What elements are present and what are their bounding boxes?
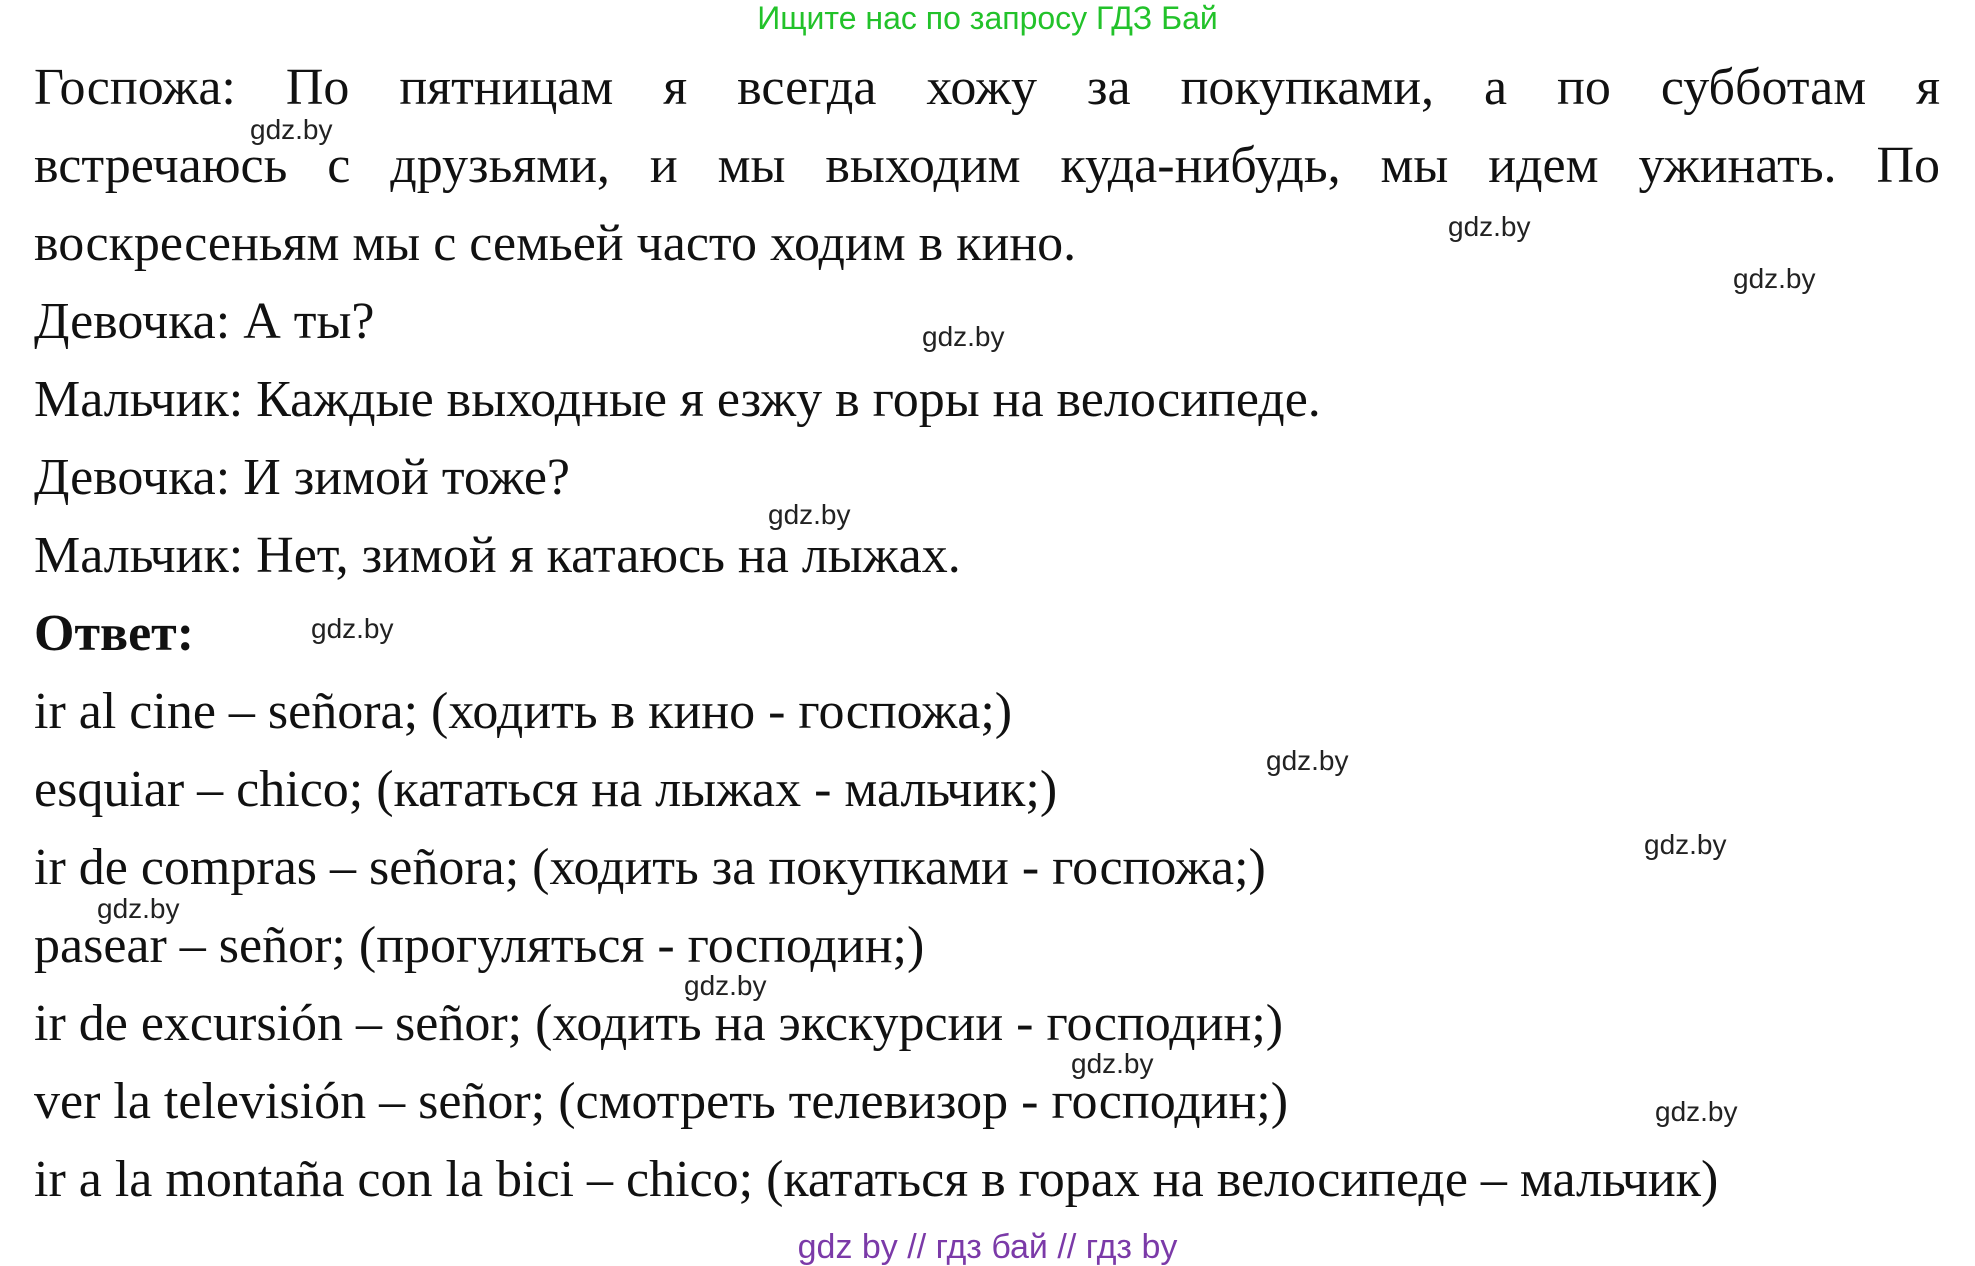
answer-item-5: ir de excursión – señor; (ходить на экскурсии - господин;) (34, 995, 1284, 1052)
watermark: gdz.by (684, 970, 767, 1001)
answer-item-4: pasear – señor; (прогуляться - господин;) (34, 917, 925, 974)
watermark: gdz.by (1071, 1048, 1154, 1079)
watermark: gdz.by (1266, 745, 1349, 776)
footer-site-names: gdz by // гдз бай // гдз by (797, 1228, 1178, 1266)
dialogue-line-1: Госпожа: По пятницам я всегда хожу за покупками, а по субботам я (34, 59, 1940, 116)
watermark: gdz.by (1733, 263, 1816, 294)
watermark: gdz.by (311, 613, 394, 644)
dialogue-line-6: Девочка: И зимой тоже? (34, 449, 570, 506)
watermark: gdz.by (97, 893, 180, 924)
answer-heading: Ответ: (34, 605, 195, 662)
answer-item-3: ir de compras – señora; (ходить за покупками - госпожа;) (34, 839, 1266, 896)
search-hint-banner: Ищите нас по запросу ГДЗ Бай (757, 0, 1218, 36)
dialogue-line-2: встречаюсь с друзьями, и мы выходим куда-нибудь, мы идем ужинать. По (34, 137, 1940, 194)
watermark: gdz.by (250, 114, 333, 145)
watermark: gdz.by (1644, 829, 1727, 860)
watermark: gdz.by (1655, 1096, 1738, 1127)
dialogue-line-4: Девочка: А ты? (34, 293, 375, 350)
watermark: gdz.by (1448, 211, 1531, 242)
answer-item-6: ver la televisión – señor; (смотреть телевизор - господин;) (34, 1073, 1289, 1130)
dialogue-line-7: Мальчик: Нет, зимой я катаюсь на лыжах. (34, 527, 961, 584)
dialogue-line-5: Мальчик: Каждые выходные я езжу в горы на велосипеде. (34, 371, 1321, 428)
watermark: gdz.by (768, 499, 851, 530)
answer-item-7: ir a la montaña con la bici – chico; (кататься в горах на велосипеде – мальчик) (34, 1151, 1719, 1208)
dialogue-line-3: воскресеньям мы с семьей часто ходим в кино. (34, 215, 1077, 272)
answer-item-2: esquiar – chico; (кататься на лыжах - мальчик;) (34, 761, 1058, 818)
answer-item-1: ir al cine – señora; (ходить в кино - госпожа;) (34, 683, 1013, 740)
watermark: gdz.by (922, 321, 1005, 352)
